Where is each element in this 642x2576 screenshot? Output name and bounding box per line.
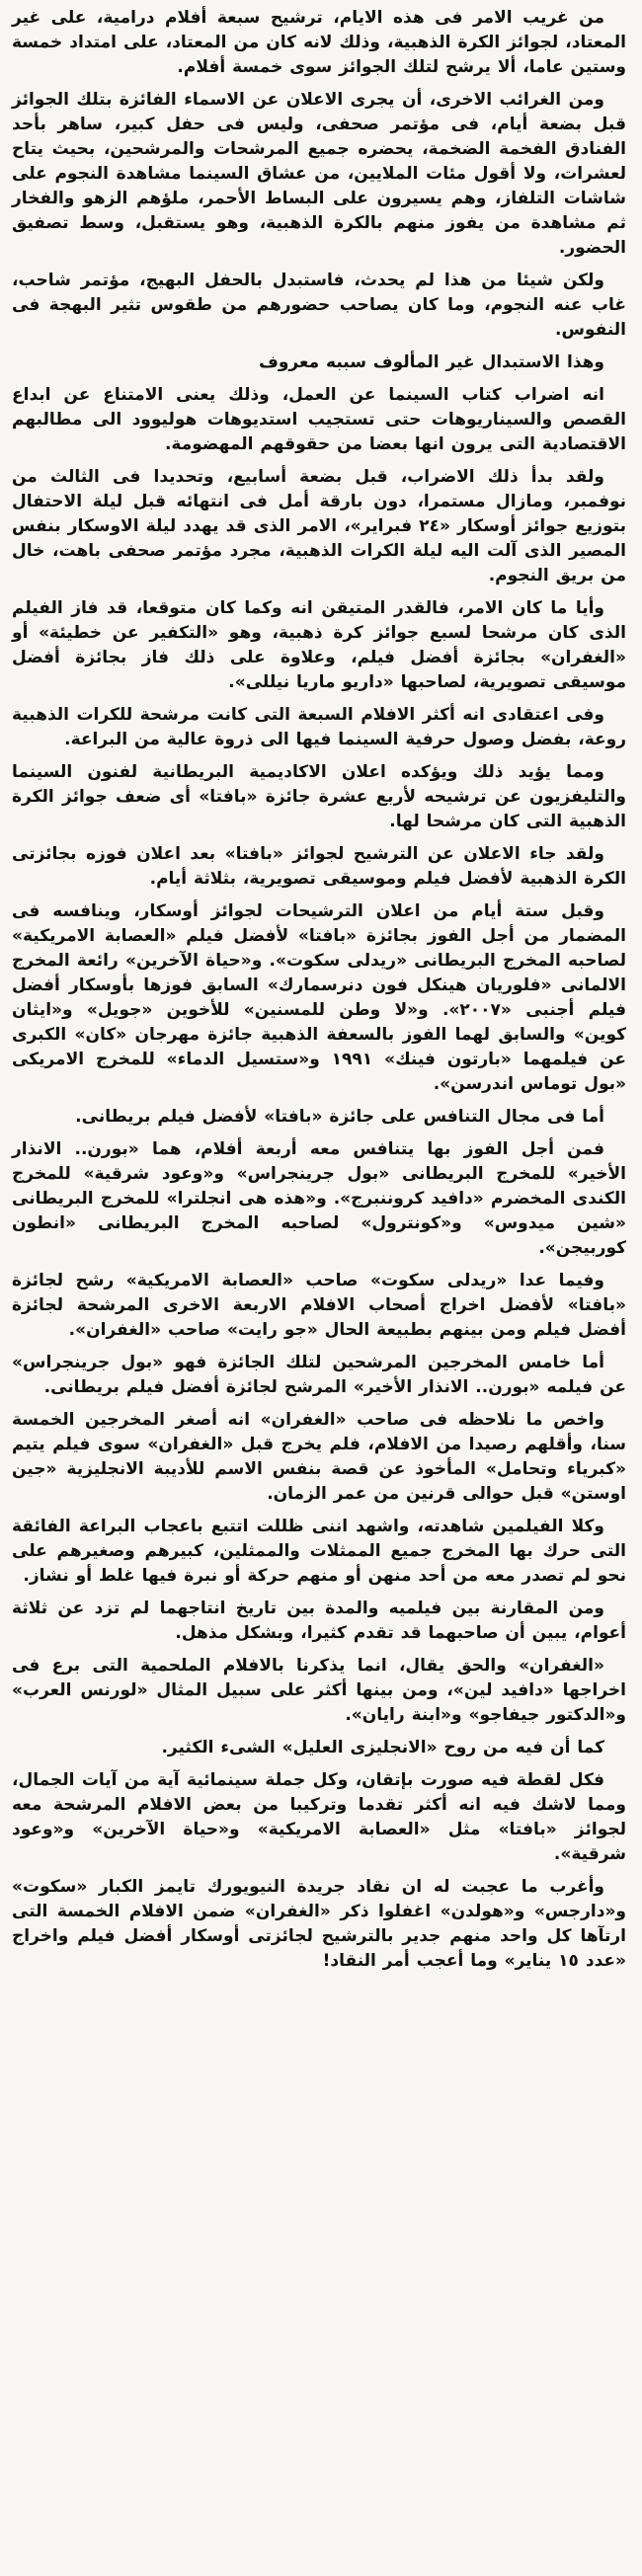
article-paragraph: وأيا ما كان الامر، فالقدر المتيقن انه وكما كان متوقعا، قد فاز الفيلم الذى كان مرشحا لسبع جوائز كرة ذهبية، وهو «التكفير عن خطيئة» أو «الغفران» بجائزة أفضل فيلم، وعلاوة على ذلك فاز بجائزة أفضل موسيقى تصويرية، لصاحبها «داريو ماريا نيللى». xyxy=(12,598,626,692)
article-paragraph: من غريب الامر فى هذه الايام، ترشيح سبعة أفلام درامية، على غير المعتاد، لجوائز الكرة الذهبية، وذلك لانه كان من المعتاد، على امتداد خمسة وستين عاما، ألا يرشح لتلك الجوائز سوى خمسة أفلام. xyxy=(12,8,626,77)
article-paragraph: ولكن شيئا من هذا لم يحدث، فاستبدل بالحفل البهيج، مؤتمر شاحب، غاب عنه النجوم، وما كان يصاحب حضورهم من طقوس تثير البهجة فى النفوس. xyxy=(12,271,626,340)
article-paragraph: وفى اعتقادى انه أكثر الافلام السبعة التى كانت مرشحة للكرات الذهبية روعة، بفضل وصول حرفية السينما فيها الى ذروة عالية من البراعة. xyxy=(12,705,626,749)
article-paragraph: «الغفران» والحق يقال، انما يذكرنا بالافلام الملحمية التى برع فى اخراجها «دافيد لين»، ومن بينها أكثر على سبيل المثال «لورنس العرب» و«الدكتور جيفاجو» و«ابنة رايان». xyxy=(12,1656,626,1725)
article-paragraph: وفيما عدا «ريدلى سكوت» صاحب «العصابة الامريكية» رشح لجائزة «بافتا» لأفضل اخراج أصحاب الافلام الاربعة الاخرى المرشحة لجائزة أفضل فيلم ومن بينهم بطبيعة الحال «جو رايت» صاحب «الغفران». xyxy=(12,1271,626,1340)
article-paragraph: أما خامس المخرجين المرشحين لتلك الجائزة فهو «بول جرينجراس» عن فيلمه «بورن.. الانذار الأخير» المرشح لجائزة أفضل فيلم بريطانى. xyxy=(12,1353,626,1397)
article-paragraph: انه اضراب كتاب السينما عن العمل، وذلك يعنى الامتناع عن ابداع القصص والسيناريوهات حتى تستجيب استديوهات هوليوود الى مطالبهم الاقتصادية التى يرون انها بعضا من حقوقهم المهضومة. xyxy=(12,385,626,454)
article-paragraph: كما أن فيه من روح «الانجليزى العليل» الشىء الكثير. xyxy=(161,1738,604,1757)
article-paragraph: وأغرب ما عجبت له ان نقاد جريدة النيويورك تايمز الكبار «سكوت» و«دارجس» و«هولدن» اغفلوا ذكر «الغفران» ضمن الافلام الخمسة التى ارتآها كل واحد منهم جدير بالترشيح لجائزتى أوسكار أفضل فيلم واخراج «عدد ١٥ يناير» وما أعجب أمر النقاد! xyxy=(12,1877,626,1971)
article-paragraph: ومن المقارنة بين فيلميه والمدة بين تاريخ انتاجهما لم تزد عن ثلاثة أعوام، يبين أن صاحبهما قد تقدم كثيرا، وبشكل مذهل. xyxy=(12,1599,626,1643)
article-paragraph: وقبل ستة أيام من اعلان الترشيحات لجوائز أوسكار، وينافسه فى المضمار من أجل الفوز بجائزة «بافتا» لأفضل فيلم «العصابة الامريكية» لصاحبه المخرج البريطانى «ريدلى سكوت». و«حياة الآخرين» رائعة المخرج الالمانى «فلوريان هينكل فون دنرسمارك» السابق فوزها بأوسكار أفضل فيلم أجنبى «٢٠٠٧». و«لا وطن للمسنين» للأخوين «جويل» و«ايثان كوين» والسابق لهما الفوز بالسعفة الذهبية جائزة مهرجان «كان» الكبرى عن فيلمهما «بارتون فينك» ١٩٩١ و«ستسيل الدماء» للمخرج الامريكى «بول توماس اندرسن». xyxy=(12,901,626,1094)
article-paragraph: وكلا الفيلمين شاهدته، واشهد اننى ظللت اتتبع باعجاب البراعة الفائقة التى حرك بها المخرج جميع الممثلات والممثلين، كبيرهم وصغيرهم على نحو لم تصدر معه من أحد منهن أو منهم حركة أو نبرة فيها غلط أو نشاز. xyxy=(12,1517,626,1586)
article-paragraph: وهذا الاستبدال غير المألوف سببه معروف xyxy=(259,352,604,372)
article-paragraph: ولقد بدأ ذلك الاضراب، قبل بضعة أسابيع، وتحديدا فى الثالث من نوفمبر، ومازال مستمرا، دون بارقة أمل فى انتهائه قبل ليلة الاحتفال بتوزيع جوائز أوسكار «٢٤ فبراير»، الامر الذى قد يهدد ليلة الاوسكار بنفس المصير الذى آلت اليه ليلة الكرات الذهبية، مجرد مؤتمر صحفى باهت، خال من بريق النجوم. xyxy=(12,467,626,585)
article-paragraph: ومن الغرائب الاخرى، أن يجرى الاعلان عن الاسماء الفائزة بتلك الجوائز قبل بضعة أيام، فى مؤتمر صحفى، وليس فى حفل كبير، ساهر بأحد الفنادق الفخمة الضخمة، يحضره جميع المرشحات والمرشحين، بحيث يتاح لعشرات، ولا أقول مئات الملايين، من عشاق السينما مشاهدة النجوم على شاشات التلفاز، وهم يسيرون على البساط الأحمر، ملؤهم الزهو والفخار ثم مشاهدة من يفوز منهم بالكرة الذهبية، وهو يستقبل، وسط تصفيق الحضور. xyxy=(12,90,626,258)
article-paragraph: ومما يؤيد ذلك ويؤكده اعلان الاكاديمية البريطانية لفنون السينما والتليفزيون عن ترشيحه لأربع عشرة جائزة «بافتا» أى ضعف جوائز الكرة الذهبية التى كان مرشحا لها. xyxy=(12,762,626,831)
article-paragraph: فكل لقطة فيه صورت بإتقان، وكل جملة سينمائية آية من آيات الجمال، ومما لاشك فيه انه أكثر تقدما وتركيبا من بعض الافلام المرشحة معه لجوائز «بافتا» مثل «العصابة الامريكية» و«حياة الآخرين» و«وعود شرقية». xyxy=(12,1770,626,1864)
article-paragraph: أما فى مجال التنافس على جائزة «بافتا» لأفضل فيلم بريطانى. xyxy=(75,1107,604,1127)
article-paragraph: فمن أجل الفوز بها يتنافس معه أربعة أفلام، هما «بورن.. الانذار الأخير» للمخرج البريطانى «بول جرينجراس» و«وعود شرقية» للمخرج الكندى المخضرم «دافيد كروننبرج». و«هذه هى انجلترا» للمخرج البريطانى «شين ميدوس» و«كونترول» لصاحبه المخرج البريطانى «انطون كوربيجن». xyxy=(12,1139,626,1258)
article-paragraph: واخص ما نلاحظه فى صاحب «الغفران» انه أصغر المخرجين الخمسة سنا، وأقلهم رصيدا من الافلام، فلم يخرج قبل «الغفران» سوى فيلم يتيم «كبرياء وتحامل» المأخوذ عن قصة بنفس الاسم للأديبة الانجليزية «جين اوستن» قبل حوالى قرنين من عمر الزمان. xyxy=(12,1410,626,1504)
article-paragraph: ولقد جاء الاعلان عن الترشيح لجوائز «بافتا» بعد اعلان فوزه بجائزتى الكرة الذهبية لأفضل فيلم وموسيقى تصويرية، بثلاثة أيام. xyxy=(12,844,626,889)
